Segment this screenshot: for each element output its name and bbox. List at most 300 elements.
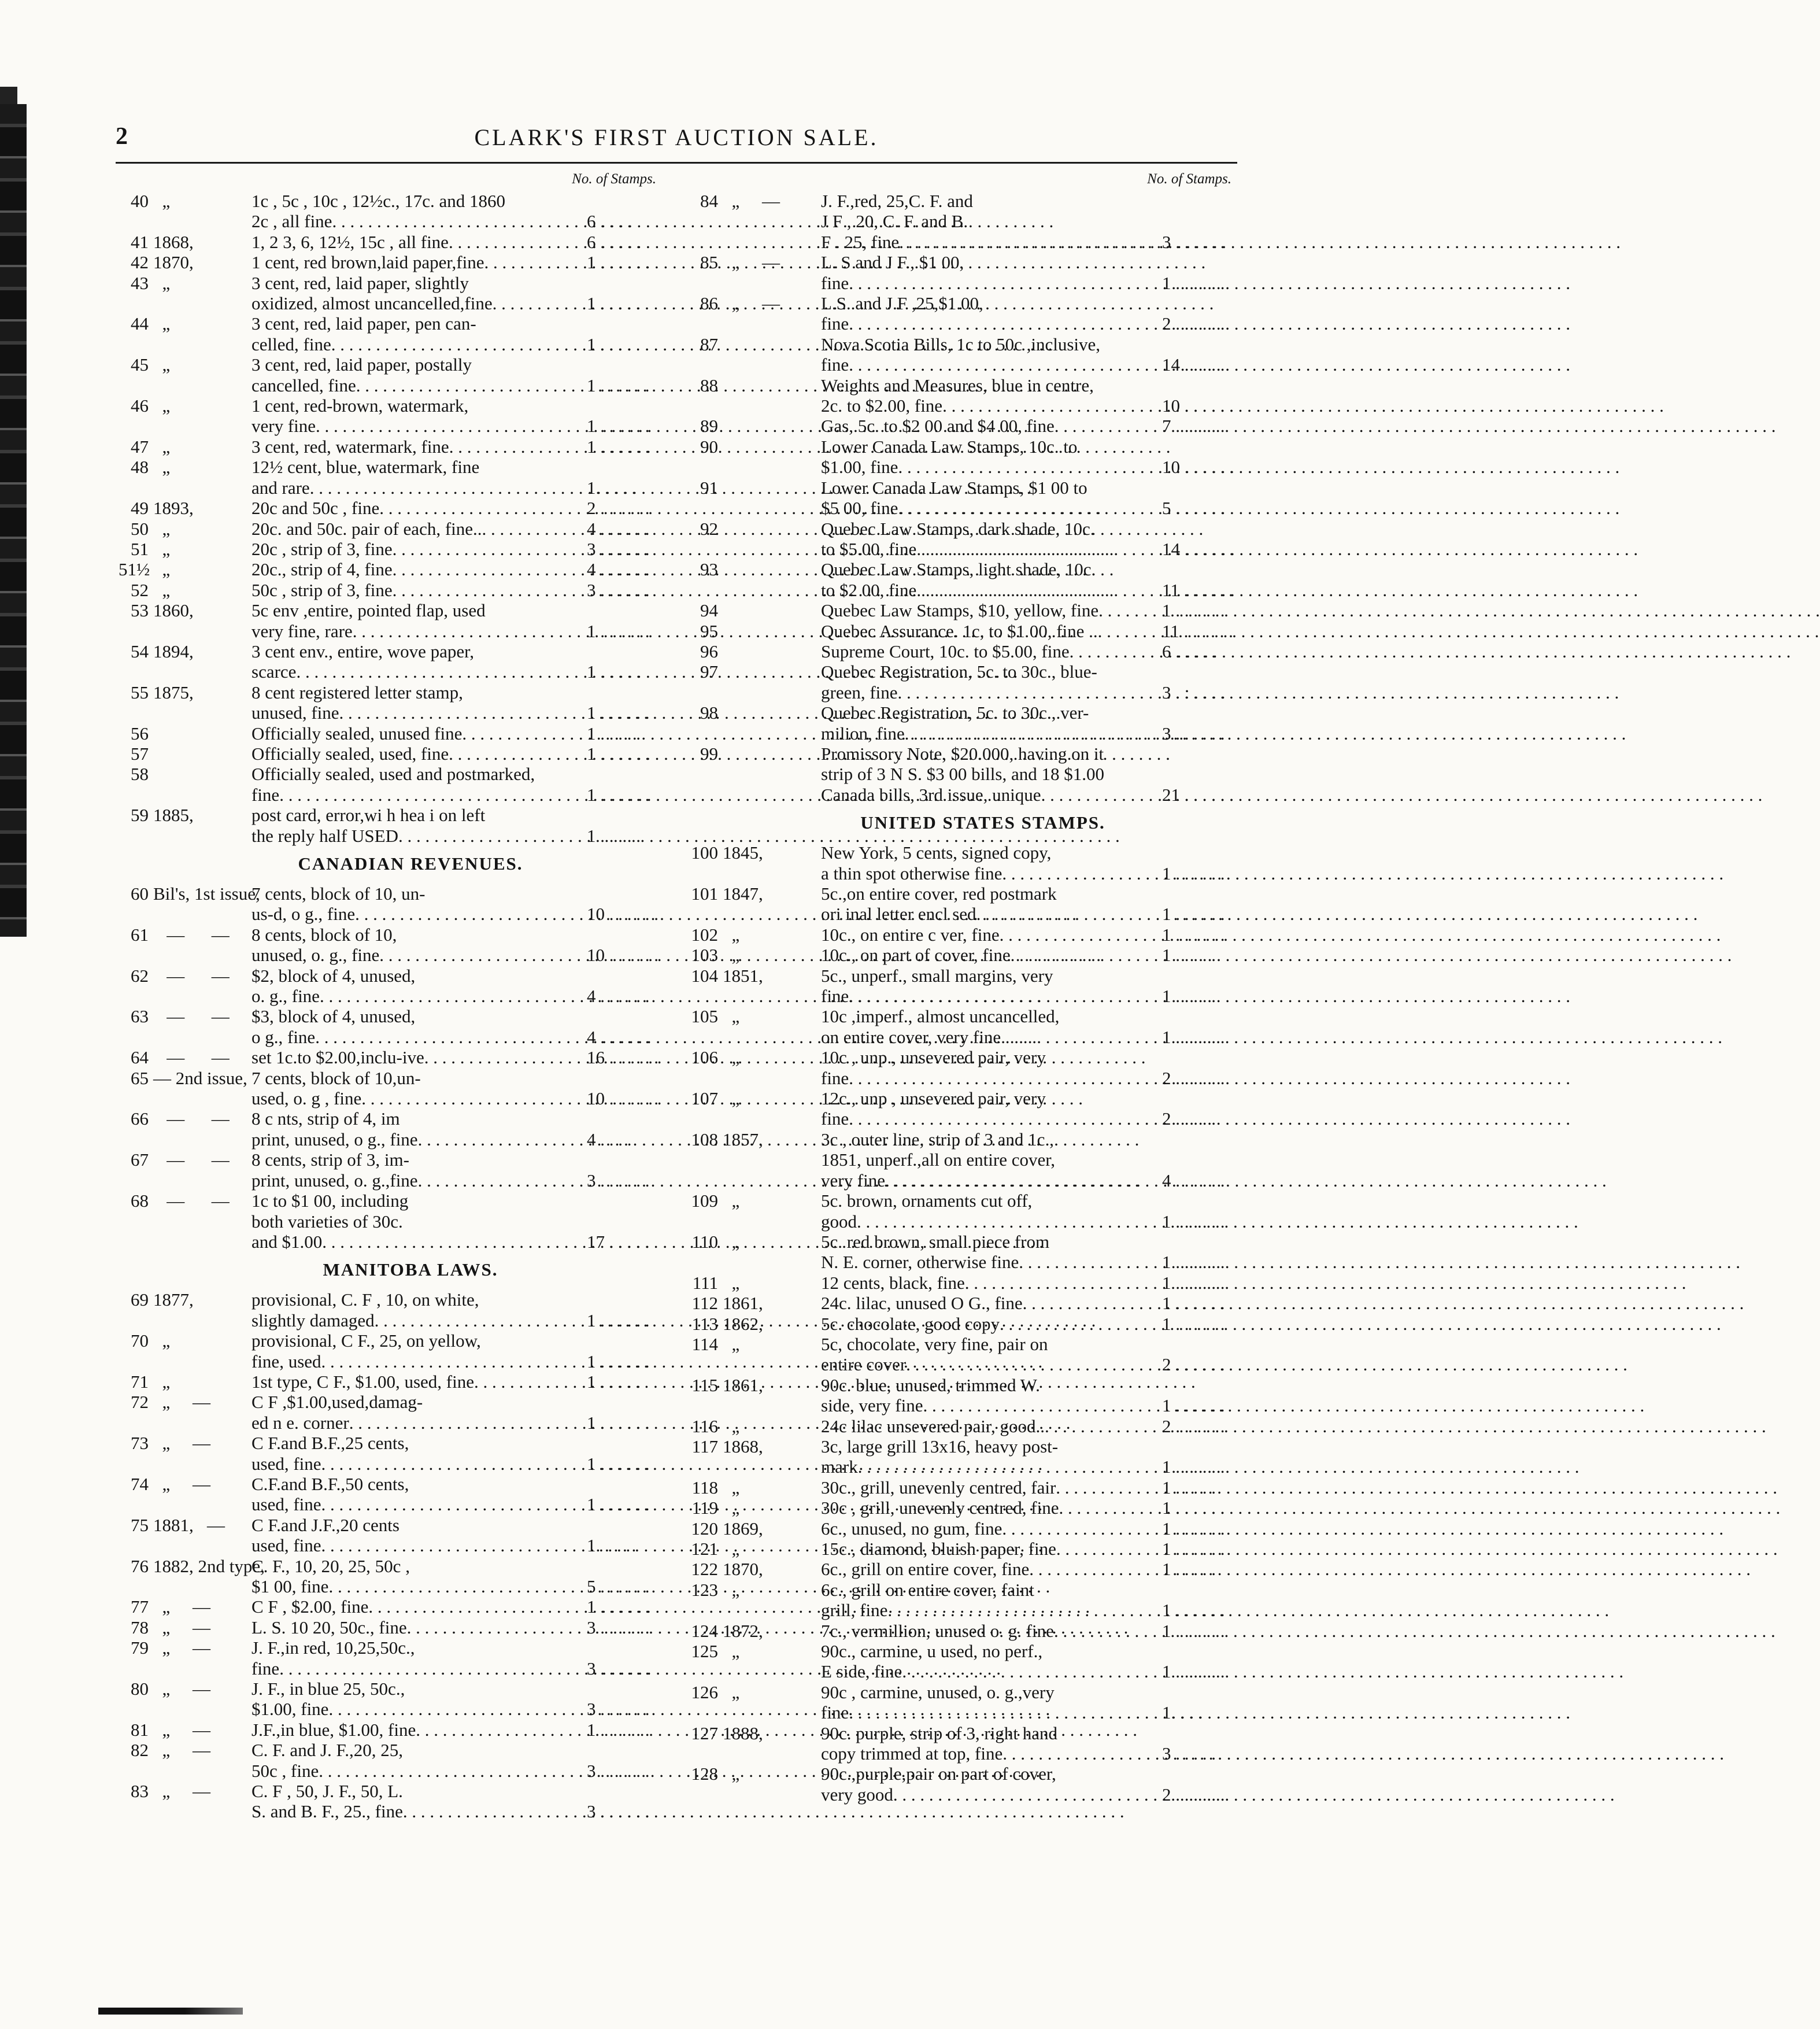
leader-dots bbox=[279, 785, 582, 805]
leader-dots bbox=[849, 1702, 1157, 1723]
lot-year-issue: „ bbox=[153, 457, 171, 478]
lot-year-issue: „ bbox=[723, 1272, 740, 1293]
lot-year-issue: „ bbox=[153, 396, 171, 416]
description-line bbox=[251, 519, 582, 539]
stamp-count: 1 . . . . . . bbox=[587, 1453, 650, 1474]
description-line bbox=[251, 1556, 582, 1576]
lot-year-issue: — — bbox=[153, 965, 230, 986]
leader-dots bbox=[416, 1720, 582, 1740]
lot-year-issue: 1862, bbox=[723, 1313, 763, 1334]
description-line bbox=[821, 1621, 1157, 1641]
description-text: print, unused, o g., fine bbox=[251, 1129, 418, 1150]
description-line bbox=[821, 1211, 1157, 1232]
description-line bbox=[251, 1679, 582, 1699]
leader-dots bbox=[474, 1372, 582, 1392]
leader-dots bbox=[462, 723, 582, 744]
lot-entry bbox=[688, 1723, 1243, 1764]
description-text: 5c. chocolate, good copy bbox=[821, 1313, 1000, 1334]
description-text: 10c , unp., unsevered pair, very bbox=[821, 1047, 1046, 1068]
description-line bbox=[821, 1559, 1157, 1579]
column-caption: No. of Stamps. bbox=[1147, 171, 1231, 187]
description-text: celled, fine bbox=[251, 334, 331, 354]
description-text: print, unused, o. g.,fine bbox=[251, 1170, 418, 1191]
stamp-count: 10 . . . . . . bbox=[587, 1088, 659, 1109]
description-line bbox=[821, 1047, 1157, 1067]
lot-year-issue: „ bbox=[723, 945, 740, 966]
description-line bbox=[251, 334, 582, 354]
description-text: S. and B. F., 25., fine bbox=[251, 1801, 403, 1822]
description-line bbox=[821, 723, 1157, 744]
lot-number: 123 bbox=[691, 1579, 718, 1600]
description-text: C F ,$1.00,used,damag- bbox=[251, 1392, 423, 1413]
description-line bbox=[251, 1372, 582, 1392]
stamp-count: 1 . . . . . . bbox=[587, 784, 650, 805]
description-text: 30c., grill, unevenly centred, fair bbox=[821, 1477, 1056, 1498]
lot-description bbox=[251, 1150, 582, 1191]
lot-year-issue: „ bbox=[153, 518, 171, 539]
lot-year-issue bbox=[718, 661, 821, 703]
description-text: 90c. blue, unused, trimmed W. bbox=[821, 1374, 1040, 1395]
leader-dots bbox=[403, 1801, 582, 1821]
description-line bbox=[821, 842, 1157, 863]
lot-description bbox=[251, 354, 582, 396]
description-line bbox=[821, 334, 1157, 354]
lot-year-issue bbox=[718, 437, 821, 478]
description-line bbox=[821, 945, 1157, 965]
description-text: fine bbox=[821, 1702, 849, 1723]
leader-dots bbox=[1019, 1252, 1157, 1272]
leader-dots bbox=[315, 1027, 582, 1047]
lot-number: 99 bbox=[700, 743, 718, 764]
description-line bbox=[251, 966, 582, 986]
description-line bbox=[251, 1617, 582, 1638]
lot-year-issue: „ bbox=[153, 1331, 171, 1351]
description-line bbox=[251, 884, 582, 904]
lot-description bbox=[251, 1068, 582, 1109]
description-line bbox=[821, 1129, 1157, 1150]
lot-entry bbox=[688, 1314, 1243, 1334]
leader-dots bbox=[328, 1576, 582, 1596]
stamp-count: 10 . . . . . . bbox=[587, 904, 659, 925]
stamp-count: 1 . . . . . . bbox=[587, 1310, 650, 1331]
leader-dots bbox=[484, 252, 582, 272]
section-heading: CANADIAN REVENUES. bbox=[298, 853, 523, 874]
description-line bbox=[251, 478, 582, 498]
lot-entry bbox=[119, 273, 668, 314]
lot-description bbox=[251, 457, 582, 498]
lot-entry bbox=[119, 1515, 668, 1556]
lot-description bbox=[251, 1108, 582, 1150]
left-column bbox=[119, 168, 668, 1822]
description-line bbox=[251, 1310, 582, 1331]
lot-entry bbox=[119, 1006, 668, 1047]
description-line bbox=[821, 744, 1157, 764]
description-text: 5c env ,entire, pointed flap, used bbox=[251, 600, 486, 621]
description-line bbox=[251, 1068, 582, 1088]
lot-description bbox=[821, 1436, 1157, 1477]
description-line bbox=[821, 1518, 1157, 1539]
lot-number: 51 bbox=[131, 538, 149, 559]
lot-entry bbox=[688, 375, 1243, 416]
lot-number: 106 bbox=[691, 1047, 718, 1068]
lot-number: 112 bbox=[691, 1293, 718, 1314]
lot-description bbox=[821, 334, 1157, 375]
lot-number: 89 bbox=[700, 416, 718, 437]
description-text: used, o. g , fine bbox=[251, 1088, 362, 1109]
lot-entry bbox=[119, 884, 668, 925]
description-text: 90c.,purple,pair on part of cover, bbox=[821, 1764, 1056, 1784]
description-line bbox=[821, 1580, 1157, 1600]
running-title: CLARK'S FIRST AUCTION SALE. bbox=[474, 124, 879, 150]
description-text: 1c , 5c , 10c , 12½c., 17c. and 1860 bbox=[251, 191, 506, 211]
lot-number: 108 bbox=[691, 1129, 718, 1150]
lot-entry bbox=[119, 1191, 668, 1252]
leader-dots bbox=[923, 1395, 1157, 1416]
description-text: 3 cent, red, watermark, fine bbox=[251, 436, 449, 457]
lot-year-issue: „ — bbox=[723, 191, 780, 211]
description-line bbox=[251, 1596, 582, 1617]
lot-number: 95 bbox=[700, 620, 718, 641]
description-text: Quebec Law Stamps, $10, yellow, fine bbox=[821, 600, 1099, 621]
lot-number: 55 bbox=[131, 682, 149, 703]
description-text: strip of 3 N S. $3 00 bills, and 18 $1.00 bbox=[821, 764, 1104, 785]
description-line bbox=[821, 1416, 1157, 1436]
lot-entry bbox=[688, 1293, 1243, 1313]
leader-dots bbox=[321, 1535, 582, 1555]
lot-year-issue bbox=[149, 764, 251, 805]
page-number: 2 bbox=[116, 123, 128, 150]
lot-number: 120 bbox=[691, 1518, 718, 1539]
lot-entry bbox=[688, 1498, 1243, 1518]
description-text: 3 cent env., entire, wove paper, bbox=[251, 641, 474, 661]
stamp-count: 10 . . . . . . bbox=[1162, 457, 1234, 478]
description-line bbox=[821, 1764, 1157, 1784]
lot-description bbox=[821, 1129, 1157, 1191]
description-text: 24c lilac unsevered pair, good.. bbox=[821, 1416, 1045, 1436]
leader-dots bbox=[1056, 1539, 1157, 1559]
stamp-count: 1 . . . . . . bbox=[1162, 1498, 1225, 1518]
description-line bbox=[251, 1576, 582, 1596]
stamp-count: 6 . . . . . bbox=[1162, 641, 1216, 661]
leader-dots bbox=[449, 437, 582, 457]
lot-entry bbox=[688, 703, 1243, 744]
lot-number: 93 bbox=[700, 559, 718, 580]
stamp-count: 1. . . . . bbox=[587, 1535, 637, 1556]
lot-year-issue bbox=[718, 621, 821, 641]
lot-description bbox=[251, 580, 582, 600]
description-text: C. F. and J. F.,20, 25, bbox=[251, 1740, 404, 1761]
lot-number: 70 bbox=[131, 1331, 149, 1351]
lot-entry bbox=[688, 1191, 1243, 1232]
stamp-count: 16 . . . . . . bbox=[587, 1047, 659, 1068]
lot-number: 104 bbox=[691, 965, 718, 986]
stamp-count: 1 . . . . . . bbox=[587, 743, 650, 764]
lot-number: 91 bbox=[700, 477, 718, 498]
description-line bbox=[251, 1232, 582, 1252]
description-line bbox=[821, 1108, 1157, 1129]
stamp-count: 1 . . . . . . bbox=[587, 1596, 650, 1617]
description-text: Promissory Note, $20.000, having on it bbox=[821, 743, 1104, 764]
lot-entry bbox=[688, 661, 1243, 703]
leader-dots bbox=[319, 1761, 582, 1781]
lot-number: 77 bbox=[131, 1596, 149, 1617]
description-line bbox=[251, 600, 582, 620]
description-text: 1c to $1 00, including bbox=[251, 1191, 409, 1211]
lot-description bbox=[821, 1723, 1157, 1764]
lot-year-issue: 1860, bbox=[153, 600, 194, 621]
lot-entry bbox=[688, 945, 1243, 965]
lot-number: 52 bbox=[131, 579, 149, 600]
lot-description bbox=[821, 1334, 1157, 1375]
lot-number: 61 bbox=[131, 924, 149, 945]
lot-year-issue bbox=[718, 559, 821, 600]
description-line bbox=[821, 1702, 1157, 1723]
leader-dots bbox=[493, 293, 582, 313]
lot-year-issue: 1861, bbox=[723, 1374, 763, 1395]
lot-number: 53 bbox=[131, 600, 149, 621]
description-text: Nova Scotia Bills, 1c to 50c ,inclusive, bbox=[821, 334, 1101, 354]
leader-dots bbox=[331, 334, 582, 354]
stamp-count: 1 . . . . . bbox=[587, 723, 641, 744]
description-text: J. F., in blue 25, 50c., bbox=[251, 1679, 405, 1699]
lot-description bbox=[821, 966, 1157, 1007]
stamp-count: 6 . . . . bbox=[587, 211, 632, 232]
description-text: 1st type, C F., $1.00, used, fine bbox=[251, 1371, 475, 1392]
lot-year-issue: 1875, bbox=[153, 682, 194, 703]
lot-entry bbox=[119, 1433, 668, 1474]
lot-number: 88 bbox=[700, 375, 718, 396]
lot-entry bbox=[119, 437, 668, 457]
lot-entry bbox=[119, 1108, 668, 1150]
stamp-count: 3 . . . . . . bbox=[587, 1760, 650, 1781]
lot-year-issue bbox=[718, 416, 821, 436]
description-line bbox=[251, 826, 582, 846]
leader-dots bbox=[916, 539, 1157, 559]
description-text: 6c., unused, no gum, fine bbox=[821, 1518, 1003, 1539]
lot-description bbox=[251, 437, 582, 457]
stamp-count: 2 . . . . . . bbox=[587, 498, 650, 519]
description-line bbox=[821, 1334, 1157, 1354]
description-text: J. F.,in red, 10,25,50c., bbox=[251, 1638, 415, 1658]
description-line bbox=[821, 1641, 1157, 1661]
stamp-count: 1 . . . . . . bbox=[587, 375, 650, 396]
lot-description bbox=[251, 723, 582, 744]
lot-year-issue: „ — bbox=[723, 293, 780, 314]
lot-description bbox=[251, 539, 582, 559]
lot-number: 121 bbox=[691, 1539, 718, 1559]
lot-description bbox=[821, 1682, 1157, 1723]
lot-year-issue: 1882, 2nd type, bbox=[153, 1555, 265, 1576]
description-line bbox=[251, 1289, 582, 1310]
lot-year-issue: „ bbox=[723, 1231, 740, 1252]
description-text: 10c ,imperf., almost uncancelled, bbox=[821, 1006, 1060, 1027]
description-text: the reply half USED bbox=[251, 825, 398, 846]
description-text: 8 cent registered letter stamp, bbox=[251, 682, 463, 703]
description-text: set 1c.to $2.00,inclu-ive bbox=[251, 1047, 424, 1068]
description-text: copy trimmed at top, fine bbox=[821, 1743, 1003, 1764]
lot-year-issue: — 2nd issue, bbox=[153, 1067, 247, 1088]
lot-number: 47 bbox=[131, 436, 149, 457]
lot-description bbox=[251, 641, 582, 682]
leader-dots bbox=[418, 1170, 582, 1191]
stamp-count: 3 . . . . . . bbox=[1162, 231, 1225, 252]
lot-entry bbox=[119, 1474, 668, 1515]
description-line bbox=[251, 354, 582, 375]
description-line bbox=[821, 1027, 1157, 1047]
description-line bbox=[821, 1375, 1157, 1395]
lot-year-issue bbox=[718, 641, 821, 661]
description-text: on entire cover, very fine bbox=[821, 1026, 1001, 1047]
description-text: 24c. lilac, unused O G., fine bbox=[821, 1293, 1023, 1314]
stamp-count: 17 . . . . . bbox=[587, 1231, 650, 1252]
description-line bbox=[251, 925, 582, 945]
lot-description bbox=[821, 437, 1157, 478]
stamp-count: 1 . . . . . bbox=[1162, 1477, 1216, 1498]
description-line bbox=[821, 1436, 1157, 1457]
lot-year-issue: Bil's, 1st issue, bbox=[153, 884, 260, 904]
lot-description bbox=[821, 945, 1157, 965]
description-text: 7c., vermillion, unused o. g. fine bbox=[821, 1620, 1054, 1641]
lot-number: 100 bbox=[691, 842, 718, 863]
description-text: N. E. corner, otherwise fine bbox=[821, 1252, 1019, 1273]
description-line bbox=[821, 375, 1157, 396]
lot-entry bbox=[688, 416, 1243, 436]
lot-description bbox=[821, 1518, 1157, 1539]
stamp-count: 2 . . . . . . bbox=[1162, 1067, 1225, 1088]
description-text: $3, block of 4, unused, bbox=[251, 1006, 416, 1027]
description-line bbox=[251, 744, 582, 764]
lot-description bbox=[821, 416, 1157, 436]
stamp-count: 3 . : . . . . bbox=[1162, 682, 1226, 703]
lot-number: 79 bbox=[131, 1638, 149, 1658]
lot-description bbox=[251, 232, 582, 252]
description-text: 20c and 50c , fine bbox=[251, 498, 380, 519]
lot-description bbox=[821, 703, 1157, 744]
description-text: post card, error,wi h hea i on left bbox=[251, 805, 486, 826]
lot-entry bbox=[119, 682, 668, 723]
stamp-count: 1 . . . . . . bbox=[1162, 1272, 1225, 1293]
lot-description bbox=[251, 1556, 582, 1597]
lot-description bbox=[821, 1580, 1157, 1621]
description-text: green, fine bbox=[821, 682, 898, 703]
lot-entry bbox=[119, 1679, 668, 1720]
lot-description bbox=[821, 375, 1157, 416]
lot-number: 96 bbox=[700, 641, 718, 661]
lot-entry bbox=[119, 559, 668, 579]
description-line bbox=[251, 1638, 582, 1658]
leader-dots bbox=[1070, 641, 1157, 661]
lot-entry bbox=[119, 498, 668, 518]
description-text: 90c , carmine, unused, o. g.,very bbox=[821, 1681, 1055, 1702]
binding-edge bbox=[0, 104, 27, 937]
lot-year-issue bbox=[149, 723, 251, 744]
description-line bbox=[251, 1088, 582, 1108]
lot-entry bbox=[688, 1580, 1243, 1621]
lot-entry bbox=[119, 966, 668, 1007]
stamp-count: 1 . . . . . . bbox=[1162, 1293, 1225, 1314]
stamp-count: 1 . . . . . bbox=[1162, 1559, 1216, 1580]
description-text: Officially sealed, used and postmarked, bbox=[251, 764, 535, 785]
lot-year-issue: 1857, bbox=[723, 1129, 763, 1150]
description-text: 12c., unp , unsevered pair, very bbox=[821, 1088, 1046, 1109]
leader-dots bbox=[1098, 621, 1157, 641]
leader-dots bbox=[898, 682, 1157, 703]
stamp-count: 1 . . . . . . bbox=[587, 1719, 650, 1740]
stamp-count: 2 . . . . . . bbox=[1162, 1354, 1225, 1375]
description-text: 1 cent, red-brown, watermark, bbox=[251, 396, 469, 416]
description-line bbox=[821, 211, 1157, 231]
stamp-count: 1 . . . . . . bbox=[1162, 1518, 1225, 1539]
description-text: J F , 20, C. F. and B. bbox=[821, 211, 968, 232]
description-line bbox=[251, 375, 582, 396]
leader-dots bbox=[906, 1354, 1157, 1374]
description-line bbox=[821, 1354, 1157, 1374]
lot-year-issue: „ bbox=[723, 1047, 740, 1068]
stamp-count: 2 . . . . . . bbox=[1162, 1416, 1225, 1436]
lot-description bbox=[251, 1740, 582, 1781]
lot-entry bbox=[688, 925, 1243, 945]
description-line bbox=[821, 437, 1157, 457]
description-line bbox=[251, 986, 582, 1006]
lot-year-issue: „ bbox=[153, 313, 171, 334]
description-line bbox=[821, 1539, 1157, 1559]
stamp-count: 1 . . . . . . bbox=[587, 703, 650, 723]
description-text: 3 cent, red, laid paper, slightly bbox=[251, 272, 469, 293]
description-text: 3 cent, red, laid paper, pen can- bbox=[251, 313, 476, 334]
leader-dots bbox=[393, 539, 582, 559]
lot-description bbox=[821, 1621, 1157, 1641]
lot-description bbox=[821, 1539, 1157, 1559]
lot-year-issue bbox=[718, 600, 821, 620]
lot-number: 85 bbox=[700, 252, 718, 273]
description-line bbox=[251, 498, 582, 518]
description-text: 10c., on entire c ver, fine bbox=[821, 924, 1000, 945]
description-line bbox=[251, 945, 582, 965]
lot-entry bbox=[688, 478, 1243, 519]
lot-entry bbox=[688, 1416, 1243, 1436]
description-text: 5c. red brown, small piece from bbox=[821, 1231, 1050, 1252]
description-line bbox=[821, 1477, 1157, 1498]
lot-year-issue: „ bbox=[723, 924, 740, 945]
lot-description bbox=[821, 1191, 1157, 1232]
description-text: fine bbox=[821, 1108, 849, 1129]
description-line bbox=[251, 437, 582, 457]
description-text: $1 00, fine bbox=[251, 1576, 329, 1596]
description-text: provisional, C F., 25, on yellow, bbox=[251, 1331, 481, 1351]
stamp-count: 1 . . . . . . bbox=[1162, 904, 1225, 925]
leader-dots bbox=[321, 1351, 582, 1372]
description-text: ori inal letter encl sed bbox=[821, 904, 976, 925]
stamp-count: 2 . . . . . . bbox=[1162, 1784, 1225, 1805]
stamp-count: 1 . . . . . bbox=[587, 1371, 641, 1392]
stamp-count: 11 . . . . . . bbox=[1162, 620, 1233, 641]
lot-entry bbox=[119, 600, 668, 641]
description-line bbox=[821, 884, 1157, 904]
lot-number: 110 bbox=[691, 1231, 718, 1252]
description-text: 50c , fine bbox=[251, 1760, 319, 1781]
lot-number: 73 bbox=[131, 1433, 149, 1454]
description-line bbox=[821, 191, 1157, 211]
lot-number: 58 bbox=[131, 764, 149, 785]
leader-dots bbox=[898, 457, 1157, 477]
lot-number: 64 bbox=[131, 1047, 149, 1068]
description-line bbox=[821, 1457, 1157, 1477]
lot-year-issue: 1870, bbox=[153, 252, 194, 273]
lot-description bbox=[251, 1289, 582, 1331]
leader-dots bbox=[321, 1454, 582, 1474]
lot-description bbox=[821, 1293, 1157, 1313]
leader-dots bbox=[849, 273, 1157, 293]
